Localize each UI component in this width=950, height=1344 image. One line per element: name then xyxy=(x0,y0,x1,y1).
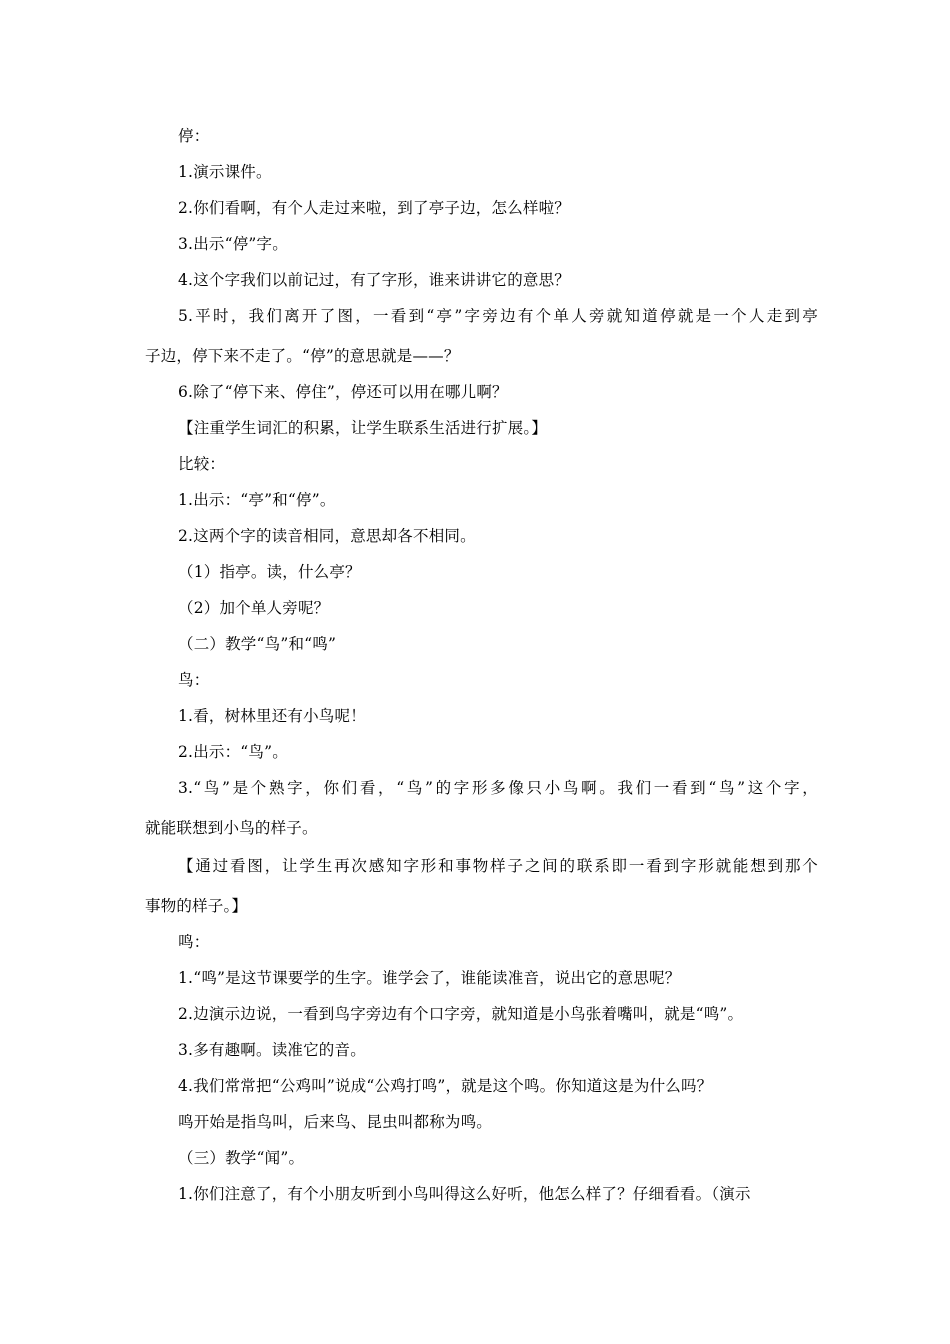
text-line: 2.出示：“鸟”。 xyxy=(178,743,288,761)
text-line: （1）指亭。读，什么亭？ xyxy=(178,563,361,581)
text-line: 【通过看图，让学生再次感知字形和事物样子之间的联系即一看到字形就能想到那个 xyxy=(178,857,818,875)
text-line: 1.看，树林里还有小鸟呢！ xyxy=(178,707,366,725)
text-line: 事物的样子。】 xyxy=(145,897,248,915)
text-line: 就能联想到小鸟的样子。 xyxy=(145,819,318,837)
text-line: 1.出示：“亭”和“停”。 xyxy=(178,491,336,509)
text-line: 子边，停下来不走了。“停”的意思就是——？ xyxy=(145,347,460,365)
text-line: 【注重学生词汇的积累，让学生联系生活进行扩展。】 xyxy=(178,419,548,437)
text-line: （二）教学“鸟”和“鸣” xyxy=(178,635,337,653)
text-line: 2.这两个字的读音相同，意思却各不相同。 xyxy=(178,527,476,545)
text-line: 4.我们常常把“公鸡叫”说成“公鸡打鸣”，就是这个鸣。你知道这是为什么吗？ xyxy=(178,1077,713,1095)
text-line: 2.你们看啊，有个人走过来啦，到了亭子边，怎么样啦？ xyxy=(178,199,570,217)
text-line: 停： xyxy=(178,127,210,145)
text-line: 2.边演示边说，一看到鸟字旁边有个口字旁，就知道是小鸟张着嘴叫，就是“鸣”。 xyxy=(178,1005,744,1023)
text-line: 4.这个字我们以前记过，有了字形，谁来讲讲它的意思？ xyxy=(178,271,570,289)
text-line: 1.你们注意了，有个小朋友听到小鸟叫得这么好听，他怎么样了？仔细看看。（演示 xyxy=(178,1185,751,1203)
text-line: 1.演示课件。 xyxy=(178,163,272,181)
text-line: 3.“鸟”是个熟字，你们看，“鸟”的字形多像只小鸟啊。我们一看到“鸟”这个字， xyxy=(178,779,818,797)
text-line: 3.出示“停”字。 xyxy=(178,235,288,253)
text-line: 6.除了“停下来、停住”，停还可以用在哪儿啊？ xyxy=(178,383,508,401)
text-line: 1.“鸣”是这节课要学的生字。谁学会了，谁能读准音，说出它的意思呢？ xyxy=(178,969,681,987)
text-line: 鸟： xyxy=(178,671,210,689)
text-line: 鸣： xyxy=(178,933,210,951)
text-line: （三）教学“闻”。 xyxy=(178,1149,305,1167)
text-line: 鸣开始是指鸟叫，后来鸟、昆虫叫都称为鸣。 xyxy=(178,1113,493,1131)
text-line: 比较： xyxy=(178,455,226,473)
text-line: （2）加个单人旁呢？ xyxy=(178,599,330,617)
text-line: 3.多有趣啊。读准它的音。 xyxy=(178,1041,366,1059)
text-line: 5.平时，我们离开了图，一看到“亭”字旁边有个单人旁就知道停就是一个人走到亭 xyxy=(178,307,818,325)
